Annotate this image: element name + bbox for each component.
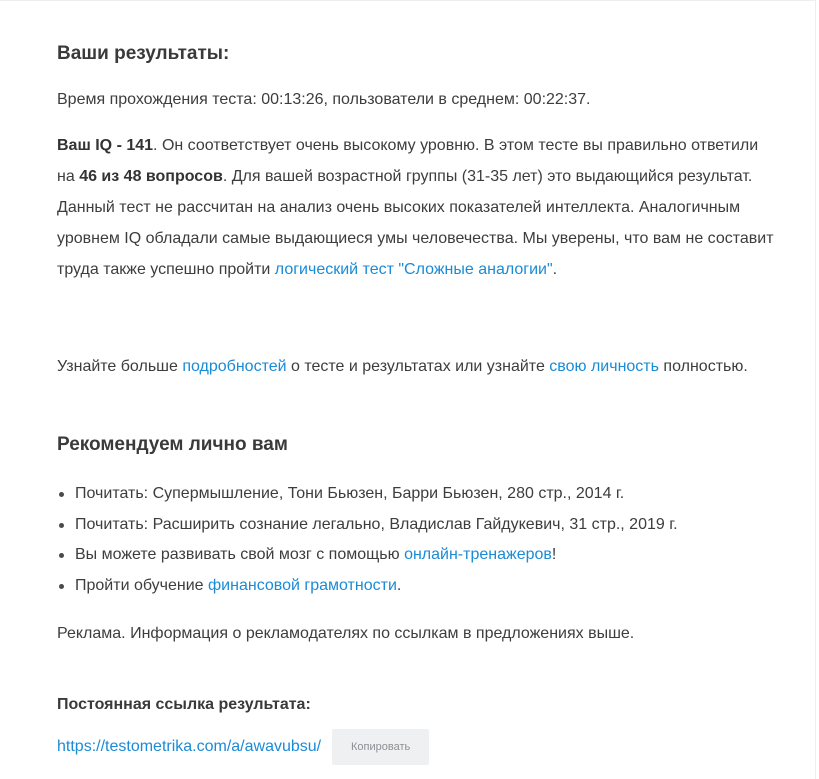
- analogies-test-link[interactable]: логический тест "Сложные аналогии": [274, 261, 553, 278]
- personality-link[interactable]: свою личность: [549, 358, 659, 375]
- copy-button[interactable]: Копировать: [332, 729, 429, 765]
- details-paragraph: [57, 351, 777, 382]
- list-item: [57, 479, 797, 510]
- bullet-icon: [59, 492, 64, 497]
- list-item: [57, 571, 797, 602]
- online-trainers-link[interactable]: онлайн-тренажеров: [404, 546, 552, 563]
- list-item: [57, 510, 797, 541]
- recommendation-text: Почитать: Супермышление, Тони Бьюзен, Барри Бьюзен, 280 стр., 2014 г.: [75, 485, 625, 502]
- iq-text-2: . Для вашей возрастной группы (31-35 лет) это выдающийся результат. Данный тест не рассчитан на анализ очень высоких показателей интеллекта. Аналогичным уровнем IQ обладали самые выдающиеся умы человечества. Мы уверены, что вам не составит труда также успешно пройти: [57, 168, 774, 278]
- details-text-3: полностью.: [658, 358, 748, 375]
- iq-text-end: .: [552, 261, 558, 278]
- permalink-row: [57, 729, 429, 765]
- iq-result-paragraph: [57, 130, 777, 285]
- recommendations-list: [57, 479, 797, 601]
- details-text-2: о тесте и результатах или узнайте: [286, 358, 550, 375]
- recommendation-text-after: !: [551, 546, 557, 563]
- iq-text-1: . Он соответствует очень высокому уровню. В этом тесте вы правильно ответили на: [57, 137, 759, 185]
- correct-answers: 46 из 48 вопросов: [79, 168, 223, 185]
- bullet-icon: [59, 553, 64, 558]
- permalink-url-link[interactable]: https://testometrika.com/a/awavubsu/: [57, 738, 322, 755]
- bullet-icon: [59, 523, 64, 528]
- recommendation-text: Вы можете развивать свой мозг с помощью: [75, 546, 405, 563]
- iq-score: Ваш IQ - 141: [57, 137, 154, 154]
- test-time-text: Время прохождения теста: 00:13:26, пользователи в среднем: 00:22:37.: [57, 91, 591, 108]
- recommend-title: Рекомендуем лично вам: [57, 434, 288, 455]
- list-item: [57, 540, 797, 571]
- advertising-notice: Реклама. Информация о рекламодателях по ссылкам в предложениях выше.: [57, 625, 635, 642]
- recommendation-text-after: .: [396, 576, 402, 594]
- details-link[interactable]: подробностей: [182, 358, 287, 375]
- recommendation-text: Пройти обучение: [75, 576, 209, 594]
- financial-literacy-link[interactable]: финансовой грамотности: [208, 576, 397, 594]
- bullet-icon: [59, 584, 64, 589]
- details-text-1: Узнайте больше: [57, 358, 183, 375]
- permalink-title: Постоянная ссылка результата:: [57, 696, 311, 713]
- results-title: Ваши результаты:: [57, 43, 230, 64]
- recommendation-text: Почитать: Расширить сознание легально, Владислав Гайдукевич, 31 стр., 2019 г.: [75, 515, 678, 533]
